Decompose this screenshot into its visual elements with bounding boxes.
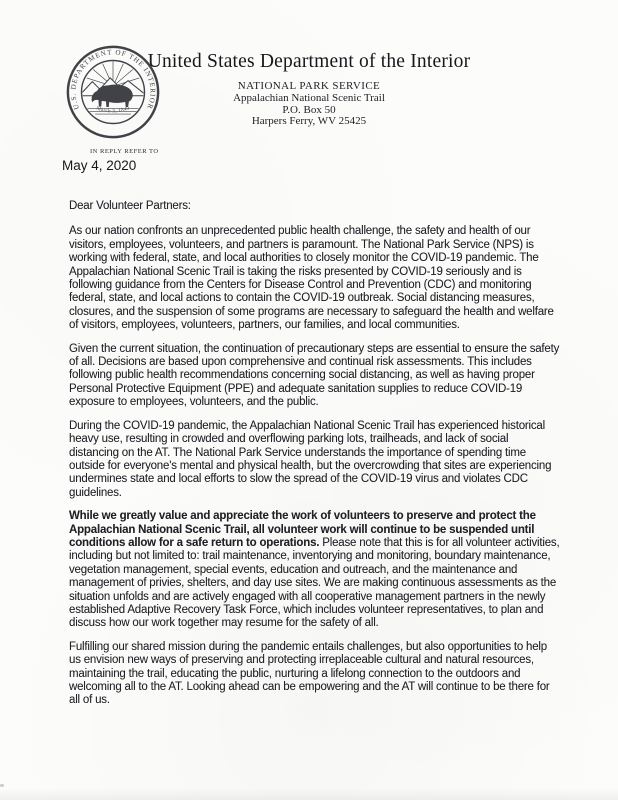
letterhead [0,51,618,128]
paragraph-2 [69,343,561,410]
scan-artifact-speck [0,784,4,787]
salutation: Dear Volunteer Partners: [69,200,191,212]
seal-date-text: March 3, 1849 [95,105,131,115]
paragraph-5-text: Fulfilling our shared mission during the pandemic entails challenges, but also opportunities to help us envision new ways of preserving and protecting irreplaceable cultural and natural resources, maintaining the trail, educating the public, nurturing a lifelong connection to the outdoors and welcoming all to the AT. Looking ahead can be empowering and the AT will continue to be there for all of us. [69,640,550,707]
paragraph-4 [69,510,561,631]
paragraph-1-text: As our nation confronts an unprecedented public health challenge, the safety and health of our visitors, employees, volunteers, and partners is paramount. The National Park Service (NPS) is working with federal, state, and local authorities to closely monitor the COVID-19 pandemic. The Appalachian National Scenic Trail is taking the risks presented by COVID-19 seriously and is following guidance from the Centers for Disease Control and Prevention (CDC) and monitoring federal, state, and local actions to contain the COVID-19 outbreak. Social distancing measures, closures, and the suspension of some programs are necessary to safeguard the health and welfare of visitors, employees, volunteers, partners, our families, and local communities. [69,225,554,332]
paragraph-3-text: During the COVID-19 pandemic, the Appalachian National Scenic Trail has experienced historical heavy use, resulting in crowded and overflowing parking lots, trailheads, and lack of social distancing on the AT. The National Park Service understands the importance of spending time outside for everyone's mental and physical health, but the overcrowding that sites are experiencing undermines state and local efforts to slow the spread of the COVID-19 virus and violates CDC guidelines. [69,419,552,499]
department-title: United States Department of the Interior [147,51,471,72]
letterhead-address-block [0,81,618,128]
po-box-line: P.O. Box 50 [282,103,336,116]
paragraph-1 [69,225,561,332]
paragraph-5 [69,641,561,708]
paragraph-4-text: Please note that this is for all volunteer activities, including but not limited to: trail maintenance, inventorying and monitoring, boundary maintenance, vegetation management, special events, education and outreach, and the maintenance and management of privies, shelters, and day use sites. We are making continuous assessments as the situation unfolds and are actively engaged with all cooperative management partners in the newly established Adaptive Recovery Task Force, which includes volunteer representatives, to plan and discuss how our work together may resume for the safety of all. [69,536,560,630]
scan-edge-shadow [0,788,618,800]
seal-ring-text: U.S. DEPARTMENT OF THE INTERIOR [69,48,157,111]
reply-refer-label: IN REPLY REFER TO [90,148,159,155]
office-name: Appalachian National Scenic Trail [233,91,385,104]
letter-body [69,200,561,718]
paragraph-4-bold: While we greatly value and appreciate the work of volunteers to preserve and protect the Appalachian National Scenic Trail, all volunteer work will continue to be suspended until conditions allow for a safe return to operations. [69,510,536,549]
letter-date: May 4, 2020 [62,158,137,173]
city-state-zip-line: Harpers Ferry, WV 25425 [251,115,367,128]
agency-name: NATIONAL PARK SERVICE [237,80,381,92]
paragraph-2-text: Given the current situation, the continuation of precautionary steps are essential to ensure the safety of all. Decisions are based upon comprehensive and continual risk assessments. This includes following public health recommendations concerning social distancing, as well as having proper Personal Protective Equipment (PPE) and adequate sanitation supplies to reduce COVID-19 exposure to employees, volunteers, and the public. [69,342,560,409]
paragraph-3 [69,420,561,500]
